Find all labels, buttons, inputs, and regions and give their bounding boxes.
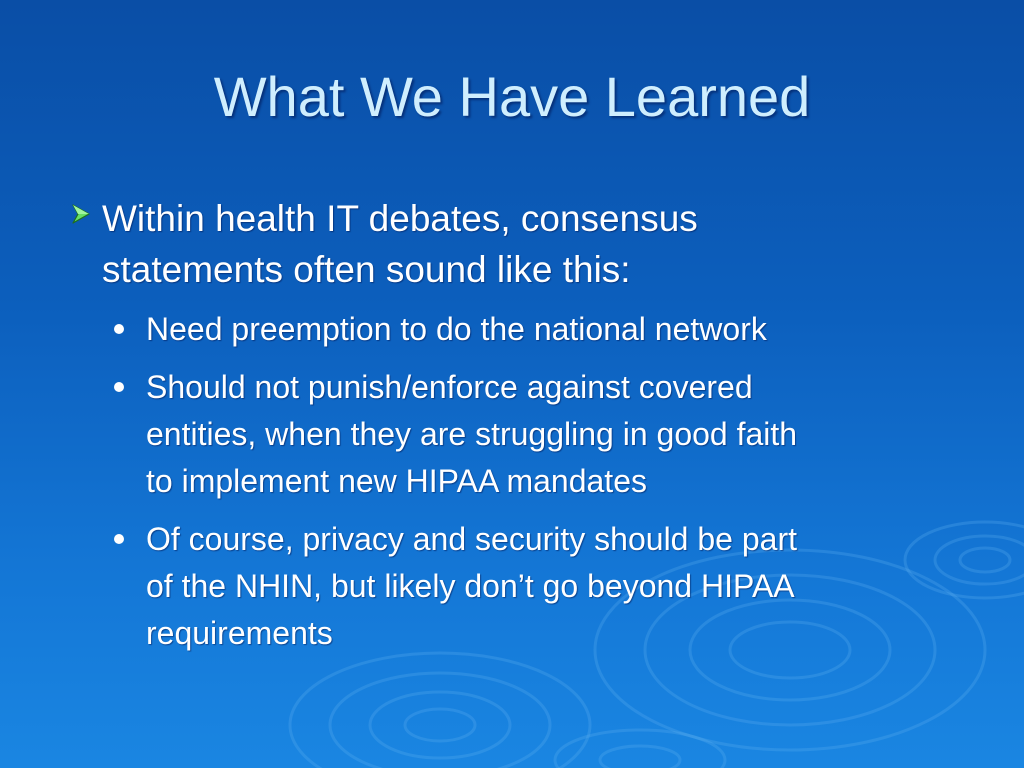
sub-bullet-line: Of course, privacy and security should be part [146, 521, 797, 557]
dot-bullet-icon [114, 324, 124, 334]
sub-bullet-line: of the NHIN, but likely don’t go beyond HIPAA [146, 568, 795, 604]
sub-bullet-text [146, 306, 976, 353]
dot-bullet-icon [114, 382, 124, 392]
sub-bullet-line: requirements [146, 615, 333, 651]
main-bullet-line: statements often sound like this: [102, 249, 631, 290]
dot-bullet-icon [114, 534, 124, 544]
sub-bullet-line: Need preemption to do the national network [146, 311, 767, 347]
slide-title: What We Have Learned [213, 65, 811, 128]
sub-bullet-text [146, 364, 976, 505]
sub-bullet-line: to implement new HIPAA mandates [146, 463, 647, 499]
main-bullet-text [102, 193, 922, 295]
sub-bullet-line: entities, when they are struggling in good faith [146, 416, 798, 452]
arrow-bullet-icon [70, 203, 92, 225]
main-bullet-line: Within health IT debates, consensus [102, 198, 698, 239]
sub-bullet-text [146, 516, 976, 657]
sub-bullet-line: Should not punish/enforce against covered [146, 369, 753, 405]
